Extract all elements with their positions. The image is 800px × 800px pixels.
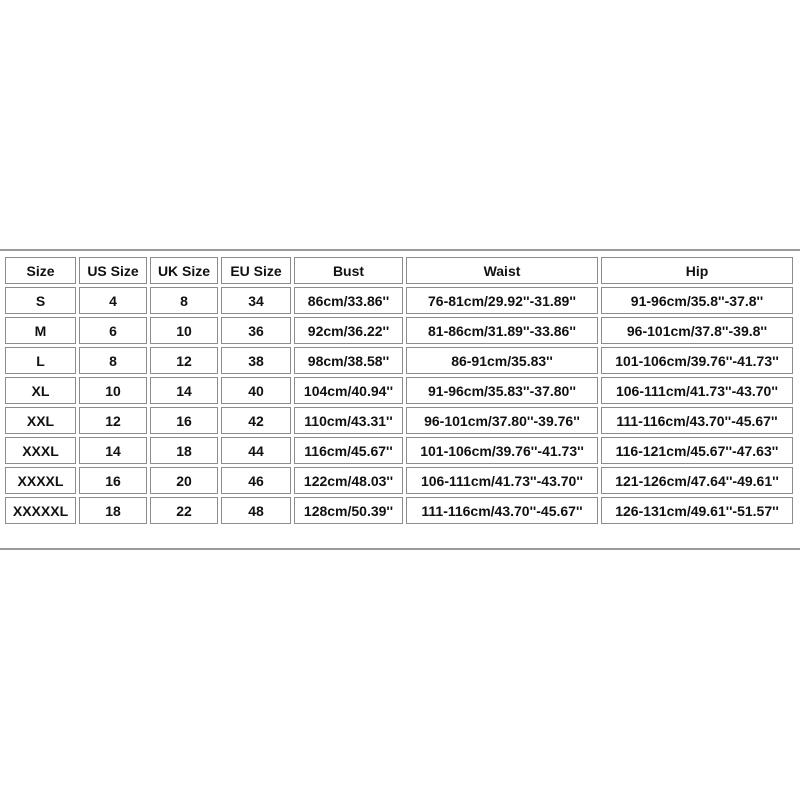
cell-hip: 91-96cm/35.8''-37.8'' — [601, 287, 793, 314]
cell-uk-size: 14 — [150, 377, 218, 404]
cell-size: XL — [5, 377, 76, 404]
cell-bust: 122cm/48.03'' — [294, 467, 403, 494]
cell-us-size: 4 — [79, 287, 147, 314]
cell-uk-size: 22 — [150, 497, 218, 524]
cell-uk-size: 18 — [150, 437, 218, 464]
cell-bust: 128cm/50.39'' — [294, 497, 403, 524]
cell-size: XXXXXL — [5, 497, 76, 524]
cell-size: XXL — [5, 407, 76, 434]
table-row — [5, 287, 793, 314]
cell-eu-size: 42 — [221, 407, 291, 434]
table-row — [5, 377, 793, 404]
table-row — [5, 437, 793, 464]
cell-hip: 101-106cm/39.76''-41.73'' — [601, 347, 793, 374]
cell-waist: 76-81cm/29.92''-31.89'' — [406, 287, 598, 314]
cell-eu-size: 48 — [221, 497, 291, 524]
header-hip: Hip — [601, 257, 793, 284]
cell-bust: 98cm/38.58'' — [294, 347, 403, 374]
header-bust: Bust — [294, 257, 403, 284]
cell-uk-size: 20 — [150, 467, 218, 494]
cell-size: M — [5, 317, 76, 344]
cell-waist: 96-101cm/37.80''-39.76'' — [406, 407, 598, 434]
cell-us-size: 10 — [79, 377, 147, 404]
cell-hip: 121-126cm/47.64''-49.61'' — [601, 467, 793, 494]
cell-waist: 111-116cm/43.70''-45.67'' — [406, 497, 598, 524]
cell-waist: 106-111cm/41.73''-43.70'' — [406, 467, 598, 494]
table-row — [5, 467, 793, 494]
cell-size: XXXXL — [5, 467, 76, 494]
table-row — [5, 317, 793, 344]
header-us-size: US Size — [79, 257, 147, 284]
cell-eu-size: 38 — [221, 347, 291, 374]
cell-uk-size: 16 — [150, 407, 218, 434]
cell-us-size: 14 — [79, 437, 147, 464]
cell-waist: 86-91cm/35.83'' — [406, 347, 598, 374]
table-row — [5, 497, 793, 524]
header-uk-size: UK Size — [150, 257, 218, 284]
cell-waist: 101-106cm/39.76''-41.73'' — [406, 437, 598, 464]
header-waist: Waist — [406, 257, 598, 284]
cell-hip: 116-121cm/45.67''-47.63'' — [601, 437, 793, 464]
cell-waist: 81-86cm/31.89''-33.86'' — [406, 317, 598, 344]
cell-us-size: 8 — [79, 347, 147, 374]
cell-size: XXXL — [5, 437, 76, 464]
cell-bust: 116cm/45.67'' — [294, 437, 403, 464]
cell-size: S — [5, 287, 76, 314]
cell-bust: 86cm/33.86'' — [294, 287, 403, 314]
cell-bust: 104cm/40.94'' — [294, 377, 403, 404]
table-row — [5, 407, 793, 434]
cell-uk-size: 10 — [150, 317, 218, 344]
cell-us-size: 18 — [79, 497, 147, 524]
cell-uk-size: 8 — [150, 287, 218, 314]
cell-us-size: 12 — [79, 407, 147, 434]
cell-hip: 106-111cm/41.73''-43.70'' — [601, 377, 793, 404]
header-row — [5, 257, 793, 284]
cell-eu-size: 46 — [221, 467, 291, 494]
cell-bust: 92cm/36.22'' — [294, 317, 403, 344]
cell-hip: 126-131cm/49.61''-51.57'' — [601, 497, 793, 524]
cell-uk-size: 12 — [150, 347, 218, 374]
header-size: Size — [5, 257, 76, 284]
cell-eu-size: 34 — [221, 287, 291, 314]
table-row — [5, 347, 793, 374]
size-chart-table — [2, 254, 796, 527]
cell-bust: 110cm/43.31'' — [294, 407, 403, 434]
header-eu-size: EU Size — [221, 257, 291, 284]
cell-hip: 96-101cm/37.8''-39.8'' — [601, 317, 793, 344]
cell-eu-size: 44 — [221, 437, 291, 464]
size-chart-frame — [0, 249, 800, 550]
cell-us-size: 16 — [79, 467, 147, 494]
cell-size: L — [5, 347, 76, 374]
cell-hip: 111-116cm/43.70''-45.67'' — [601, 407, 793, 434]
cell-us-size: 6 — [79, 317, 147, 344]
cell-eu-size: 36 — [221, 317, 291, 344]
cell-waist: 91-96cm/35.83''-37.80'' — [406, 377, 598, 404]
cell-eu-size: 40 — [221, 377, 291, 404]
